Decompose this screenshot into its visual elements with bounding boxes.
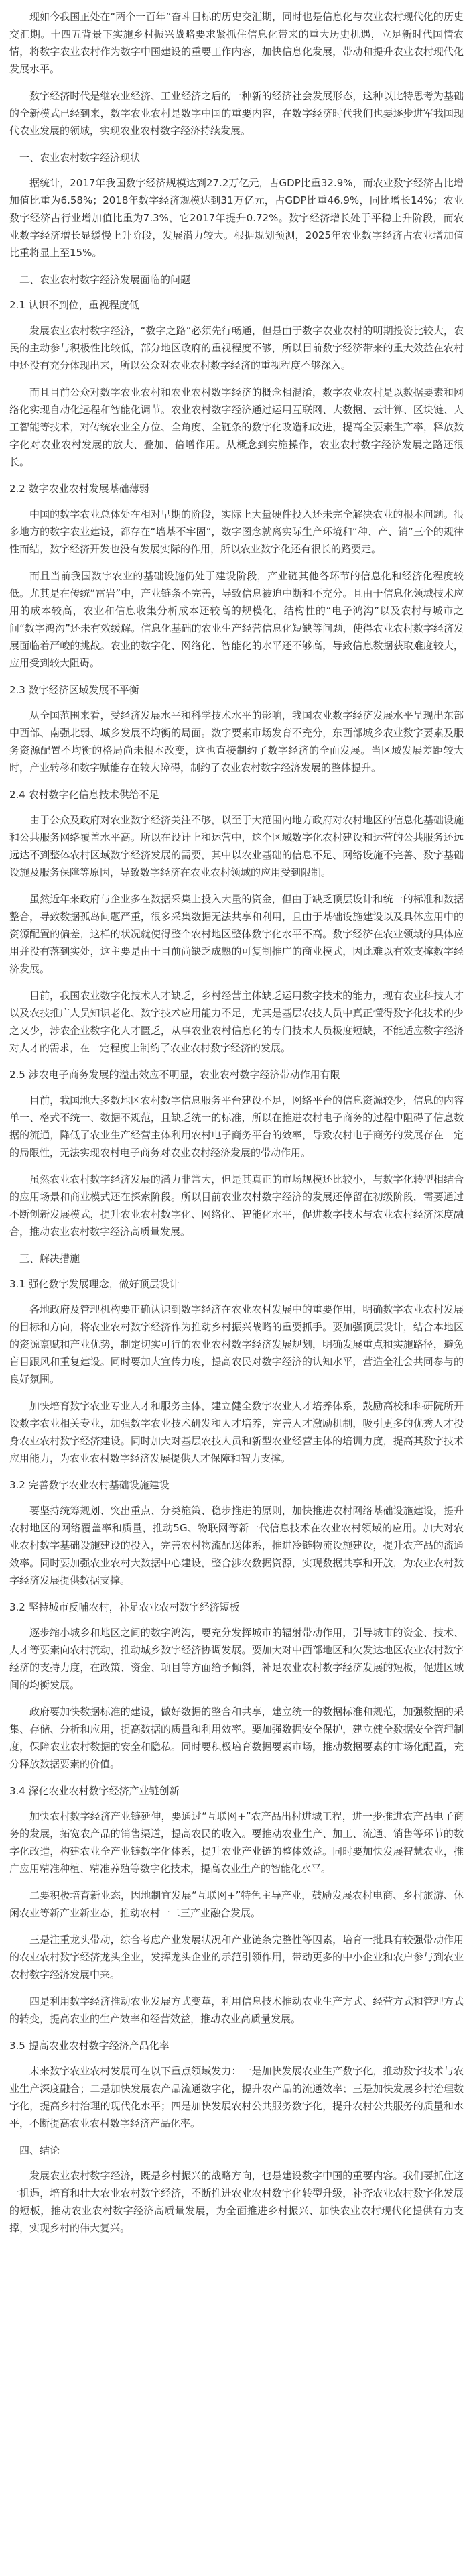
section-heading: 3.4 深化农业农村数字经济产业链创新: [9, 1785, 180, 1797]
section-paragraph: 四是利用数字经济推动农业发展方式变革，利用信息技术推动农业生产方式、经营方式和管理方式的转变，提高农业的生产效率和经营效益，推动农业高质量发展。: [9, 1995, 464, 2025]
section-paragraph: 加快农村数字经济产业链延伸，要通过“互联网+”农产品出村进城工程，进一步推进农产品电子商务的发展，拓宽农产品的销售渠道，提高农民的收入。要推动农业生产、加工、流通、销售等环节的数字化改造，构建农业全产业链数字化体系，提升农业产业链的整体效益。同时要加快发展智慧农业，推广应用精准种植、精准养殖等数字化技术，提高农业生产的智能化水平。: [9, 1810, 464, 1875]
section-paragraph: 二要积极培育新业态，因地制宜发展“互联网+”特色主导产业，鼓励发展农村电商、乡村旅游、休闲农业等新产业新业态，推动农村一二三产业融合发展。: [9, 1889, 464, 1919]
section-heading: 2.5 涉农电子商务发展的溢出效应不明显，农业农村数字经济带动作用有限: [9, 1069, 340, 1081]
section-paragraph: 各地政府及管理机构要正确认识到数字经济在农业农村发展中的重要作用，明确数字农业农村发展的目标和方向，将农业农村数字经济作为推动乡村振兴战略的重要抓手。要加强顶层设计，结合本地区的资源禀赋和产业优势，制定切实可行的农业农村数字经济发展规划，明确发展重点和实施路径，避免盲目跟风和重复建设。同时要加大宣传力度，提高农民对数字经济的认知水平，营造全社会共同参与的良好氛围。: [9, 1303, 464, 1385]
section-paragraph: 而且当前我国数字农业的基础设施仍处于建设阶段，产业链其他各环节的信息化和经济化程度较低。尤其是在传统“雷岩”中，产业链条不完善，导致信息被迫中断和不充分。且由于信息化领域技术应用的成本较高，农业和信息收集分析成本还较高的规模化，结构性的“电子鸿沟”以及农村与城市之间“数字鸿沟”还未有效缓解。信息化基础的农业生产经营信息化短缺等问题，使得农业农村数字经济发展面临着严峻的挑战。农业的数字化、网络化、智能化的水平还不够高，导致信息数据获取难度较大，应用受到较大阻碍。: [9, 570, 464, 669]
section-paragraph: 要坚持统筹规划、突出重点、分类施策、稳步推进的原则，加快推进农村网络基础设施建设，提升农村地区的网络覆盖率和质量，推动5G、物联网等新一代信息技术在农业农村领域的应用。加大对农业农村数字基础设施建设的投入，完善农村物流配送体系，推进冷链物流设施建设，提升农产品的流通效率。同时要加强农业农村大数据中心建设，整合涉农数据资源，实现数据共享和开放，为农业农村数字经济发展提供数据支撑。: [9, 1505, 464, 1586]
section-heading: 3.2 坚持城市反哺农村，补足农业农村数字经济短板: [9, 1601, 240, 1613]
section-paragraph: 由于公众及政府对农业数字经济关注不够，以至于大范围内地方政府对农村地区的信息化基础设施和公共服务网络覆盖水平高。所以在设计上和运营中，这个区域数字化农村建设和运营的公共服务还远远达不到整体农村区域数字经济发展的需要，其中以农业基础的信息不足、网络设施不完善、数字基础设施及服务保障等原因，导致数字经济在农业农村领域的应用受到限制。: [9, 814, 464, 878]
article-sections: [9, 149, 464, 2237]
section-heading: 2.3 数字经济区域发展不平衡: [9, 684, 139, 696]
section-paragraph: 发展农业农村数字经济，既是乡村振兴的战略方向，也是建设数字中国的重要内容。我们要抓住这一机遇，培育和壮大农业农村数字经济，不断推进农业农村数字化转型升级，补齐农业农村数字化发展的短板，推动农业农村数字经济高质量发展，为全面推进乡村振兴、加快农业农村现代化提供有力支撑，实现乡村的伟大复兴。: [9, 2170, 464, 2234]
intro-paragraph: 现如今我国正处在“两个一百年”奋斗目标的历史交汇期，同时也是信息化与农业农村现代化的历史交汇期。十四五背景下实施乡村振兴战略要求紧抓住信息化带来的重大历史机遇，立足新时代国情农情，将数字农业农村作为数字中国建设的重要工作内容，加快信息化发展，带动和提升农业农村现代化发展水平。: [9, 11, 464, 75]
section-paragraph: 未来数字农业农村发展可在以下重点领域发力：一是加快发展农业生产数字化，推动数字技术与农业生产深度融合；二是加快发展农产品流通数字化，提升农产品的流通效率；三是加快发展乡村治理数字化，提高乡村治理的现代化水平；四是加快发展农村公共服务数字化，提升农村公共服务的质量和水平，不断提高农业农村数字经济产品化率。: [9, 2065, 464, 2129]
section-paragraph: 中国的数字农业总体处在相对早期的阶段，实际上大量硬件投入还未完全解决农业的根本问题。很多地方的数字农业建设，都存在“墙基不牢固”，数字图念就离实际生产环境和“种、产、销”三个的规律性而结，数字经济开发也没有发展实际的作用，所以农业数字化还有很长的路要走。: [9, 508, 464, 555]
article: [9, 8, 464, 2237]
section-paragraph: 而且目前公众对数字农业农村和农业农村数字经济的概念相混淆，数字农业农村是以数据要素和网络化实现自动化远程和智能化调节。农业农村数字经济通过运用互联网、大数据、云计算、区块链、人工智能等技术，对传统农业全方位、全角度、全链条的数字化改造和改进，提高全要素生产率，释放数字化对农业农村发展的放大、叠加、倍增作用。从概念到实施操作，农业农村数字经济发展之路还很长。: [9, 386, 464, 468]
section-paragraph: 虽然农业农村数字经济发展的潜力非常大，但是其真正的市场规模还比较小，与数字化转型相结合的应用场景和商业模式还在探索阶段。所以目前农业农村数字经济的发展还停留在初级阶段，需要通过不断创新发展模式，提升农业农村数字化、网络化、智能化水平，促进数字技术与农业农村经济深度融合，推动农业农村数字经济高质量发展。: [9, 1173, 464, 1238]
section-heading: 三、解决措施: [19, 1252, 80, 1265]
section-paragraph: 目前，我国农业数字化技术人才缺乏，乡村经营主体缺乏运用数字技术的能力，现有农业科技人才以及农技推广人员知识老化、数字技术应用能力不足，尤其是基层农技人员中真正懂得数字化技术的少之又少，涉农企业数字化人才匮乏，从事农业农村信息化的专门技术人员极度短缺，不能适应数字经济对人才的需求，在一定程度上制约了农业农村数字经济的发展。: [9, 990, 464, 1054]
section-heading: 二、农业农村数字经济发展面临的问题: [19, 274, 191, 286]
section-paragraph: 发展农业农村数字经济，“数字之路”必须先行畅通，但是由于数字农业农村的明期投资比较大，农民的主动参与积极性比较低，部分地区政府的重视程度不够，所以目前数字经济带来的重大效益在农村中还没有充分体现出来，所以公众对农业农村数字经济的重视程度不够深入。: [9, 325, 464, 371]
intro-paragraph: 数字经济时代是继农业经济、工业经济之后的一种新的经济社会发展形态，这种以比特思考为基础的全新模式已经到来，数字农业农村是数字中国的重要内容，在数字经济时代我们也要逐步进军我国现代农业发展的领域，实现农业农村数字经济持续发展。: [9, 90, 464, 137]
section-paragraph: 虽然近年来政府与企业多在数据采集上投入大量的资金，但由于缺乏顶层设计和统一的标准和数据整合，导致数据孤岛问题严重，很多采集数据无法共享和利用，且由于基础设施建设以及具体应用中的资源配置的偏差，这样的状况就使得整个农村地区整体数字化水平不高。数字经济在农业领域的具体应用并没有落到实处，这主要是由于目前尚缺乏成熟的可复制推广的商业模式，因此难以有效支撑数字经济发展。: [9, 893, 464, 975]
section-paragraph: 目前，我国地大多数地区农村数字信息服务平台建设不足，网络平台的信息资源较少，信息的内容单一、格式不统一、数据不规范，且缺乏统一的标准，所以在推进农村电子商务的过程中阻碍了信息数据的流通，降低了农业生产经营主体利用农村电子商务平台的效率，导致农村电子商务的发展存在一定的局限性，无法实现农村电子商务对农业农村经济发展的带动作用。: [9, 1094, 464, 1159]
section-heading: 3.2 完善数字农业农村基础设施建设: [9, 1479, 170, 1491]
section-heading: 2.4 农村数字化信息技术供给不足: [9, 788, 159, 801]
section-paragraph: 逐步缩小城乡和地区之间的数字鸿沟，要充分发挥城市的辐射带动作用，引导城市的资金、技术、人才等要素向农村流动，推动城乡数字经济协调发展。要加大对中西部地区和欠发达地区农业农村数字经济的支持力度，在政策、资金、项目等方面给予倾斜，补足农业农村数字经济发展的短板，促进区域间的均衡发展。: [9, 1627, 464, 1691]
section-paragraph: 政府要加快数据标准的建设，做好数据的整合和共享，建立统一的数据标准和规范，加强数据的采集、存储、分析和应用，提高数据的质量和利用效率。要加强数据安全保护，建立健全数据安全管理制度，保障农业农村数据的安全和隐私。同时要积极培育数据要素市场，推动数据要素的市场化配置，充分释放数据要素的价值。: [9, 1706, 464, 1770]
section-heading: 一、农业农村数字经济现状: [19, 152, 141, 164]
section-heading: 3.5 提高农业农村数字经济产品化率: [9, 2040, 170, 2052]
section-paragraph: 加快培育数字农业专业人才和服务主体，建立健全数字农业人才培养体系，鼓励高校和科研院所开设数字农业相关专业，加强数字农业技术研发和人才培养，完善人才激励机制，吸引更多的优秀人才投身农业农村数字经济建设。同时加大对基层农技人员和新型农业经营主体的培训力度，提高其数字技术应用能力，为农业农村数字经济发展提供人才保障和智力支撑。: [9, 1400, 464, 1464]
section-heading: 2.2 数字农业农村发展基础薄弱: [9, 483, 149, 495]
section-paragraph: 从全国范围来看，受经济发展水平和科学技术水平的影响，我国农业数字经济发展水平呈现出东部中西部、南强北弱、城乡发展不均衡的局面。数字要素市场发育不充分，东西部城乡农业数字要素及服务资源配置不均衡的格局尚未根本改变，这也直接制约了数字经济的全面发展。当区域发展差距较大时，产业转移和数字赋能存在较大障碍，制约了农业农村数字经济发展的整体提升。: [9, 709, 464, 774]
section-heading: 四、结论: [19, 2144, 60, 2156]
section-paragraph: 据统计，2017年我国数字经济规模达到27.2万亿元，占GDP比重32.9%，而农业数字经济占比增加值比重为6.58%；2018年数字经济规模达到31万亿元，占GDP比重46.9%，同比增长14%；农业数字经济占行业增加值比重为7.3%，它2017年提升0.72%。数字经济增长处于平稳上升阶段，而农业数字经济增长显缓慢上升阶段，发展潜力较大。根据规划预测，2025年农业数字经济占农业增加值比重将显上至15%。: [9, 177, 464, 259]
section-paragraph: 三是注重龙头带动，综合考虑产业发展状况和产业链条完整性等因素，培育一批具有较强带动作用的农业农村数字经济龙头企业，发挥龙头企业的示范引领作用，带动更多的中小企业和农户参与到农业农村数字经济发展中来。: [9, 1934, 464, 1981]
section-heading: 3.1 强化数字发展理念，做好顶层设计: [9, 1278, 180, 1290]
section-heading: 2.1 认识不到位，重视程度低: [9, 299, 139, 311]
